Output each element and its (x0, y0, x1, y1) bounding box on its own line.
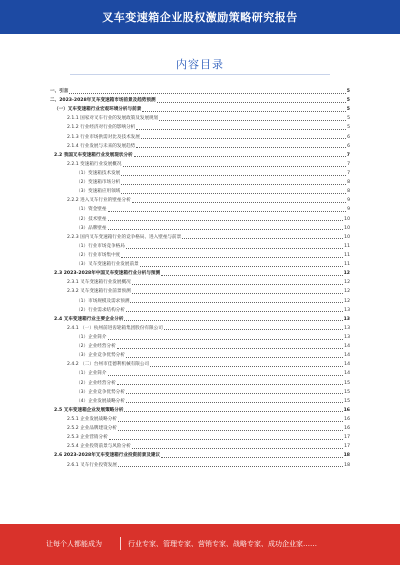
toc-entry-title: （3）变速箱应用领域 (76, 189, 121, 195)
toc-dot-leader (118, 430, 343, 431)
table-of-contents (50, 87, 350, 470)
footer-bar (0, 524, 400, 565)
toc-entry-page: 5 (347, 125, 350, 131)
toc-entry-title: （4）企业发展战略分析 (76, 398, 125, 404)
toc-entry-page: 17 (344, 444, 350, 450)
toc-dot-leader (124, 320, 342, 321)
toc-entry-page: 10 (344, 225, 350, 231)
toc-entry-page: 7 (346, 152, 350, 158)
toc-entry-page: 13 (343, 316, 350, 322)
toc-heading-rule (70, 74, 330, 75)
toc-entry-page: 18 (344, 462, 350, 468)
toc-dot-leader (117, 348, 343, 349)
toc-dot-leader (121, 257, 343, 258)
toc-entry[interactable] (50, 315, 350, 324)
toc-entry-title: 2.3.1 叉车变速箱行业发展概况 (67, 280, 131, 286)
toc-entry-page: 5 (346, 89, 350, 95)
toc-entry-page: 9 (347, 198, 350, 204)
toc-entry[interactable] (50, 215, 350, 224)
toc-entry[interactable] (50, 297, 350, 306)
toc-dot-leader (109, 439, 343, 440)
toc-entry-page: 15 (344, 380, 350, 386)
toc-entry[interactable] (50, 433, 350, 442)
toc-entry-title: （2）变速箱市场分析 (76, 180, 121, 186)
toc-dot-leader (126, 248, 343, 249)
toc-entry-page: 15 (344, 398, 350, 404)
toc-entry[interactable] (50, 306, 350, 315)
toc-dot-leader (121, 184, 346, 185)
toc-entry[interactable] (50, 260, 350, 269)
toc-entry-page: 12 (344, 280, 350, 286)
toc-entry-title: 2.1.1 国家对叉车行业的发展政策及发展规划 (67, 116, 159, 122)
toc-entry-page: 15 (344, 389, 350, 395)
toc-entry-title: 2.4.2 （二）台州市佳德利机械有限公司 (67, 362, 150, 368)
toc-dot-leader (118, 421, 343, 422)
toc-dot-leader (157, 102, 346, 103)
toc-entry-page: 17 (344, 435, 350, 441)
toc-entry[interactable] (50, 369, 350, 378)
toc-dot-leader (132, 284, 343, 285)
toc-entry-title: 2.6.1 叉车行业投资发展 (67, 462, 117, 468)
toc-entry[interactable] (50, 151, 350, 160)
toc-entry-page: 5 (346, 98, 350, 104)
toc-dot-leader (123, 166, 347, 167)
toc-dot-leader (136, 129, 346, 130)
toc-entry-title: （3）企业竞争优势分析 (76, 353, 125, 359)
toc-entry-title: （2）行业市场集中度 (76, 253, 121, 259)
toc-entry-page: 13 (344, 325, 350, 331)
toc-entry-page: 5 (346, 107, 350, 113)
toc-dot-leader (121, 193, 346, 194)
toc-heading: 内容目录 (176, 58, 224, 71)
toc-dot-leader (161, 457, 342, 458)
toc-entry[interactable] (50, 424, 350, 433)
toc-entry-title: （2）技术壁垒 (76, 216, 107, 222)
toc-entry-title: （一）叉车变速箱行业宏观环境分析与前景 (54, 107, 142, 113)
toc-entry-title: 2.5.1 企业发展战略分析 (67, 416, 117, 422)
toc-entry-title: 2.5.3 企业营销分析 (67, 435, 108, 441)
toc-entry-title: （1）企业简介 (76, 335, 107, 340)
toc-dot-leader (140, 266, 343, 267)
toc-dot-leader (161, 275, 342, 276)
toc-entry-title: （1）变速箱技术发展 (76, 171, 121, 177)
toc-entry-title: （2）企业经营分析 (76, 380, 116, 386)
toc-entry-title: 2.4 叉车变速箱行业主要企业分析 (54, 316, 124, 322)
toc-dot-leader (126, 311, 343, 312)
toc-entry[interactable] (50, 406, 350, 415)
toc-dot-leader (117, 384, 343, 385)
toc-entry[interactable] (50, 451, 350, 460)
toc-entry[interactable] (50, 233, 350, 242)
toc-entry-page: 8 (347, 189, 350, 195)
toc-entry[interactable] (50, 269, 350, 278)
toc-dot-leader (69, 93, 345, 94)
toc-entry[interactable] (50, 123, 350, 132)
toc-entry-page: 8 (347, 180, 350, 186)
toc-dot-leader (130, 302, 343, 303)
toc-entry-title: 2.2.3 国内叉车变速箱行业的竞争格局、进入壁垒与前景 (67, 234, 182, 240)
toc-dot-leader (126, 357, 343, 358)
toc-entry-page: 16 (344, 426, 350, 432)
toc-entry[interactable] (50, 351, 350, 360)
toc-entry[interactable] (50, 379, 350, 388)
toc-entry-page: 6 (347, 143, 350, 149)
toc-entry-page: 9 (347, 207, 350, 213)
toc-entry-page: 10 (344, 216, 350, 222)
toc-entry-page: 12 (344, 289, 350, 295)
toc-dot-leader (108, 339, 344, 340)
toc-dot-leader (142, 111, 346, 112)
toc-entry-title: 2.2.1 变速箱行业发展概况 (67, 161, 122, 167)
toc-dot-leader (150, 366, 343, 367)
toc-entry-title: 2.5.4 企业投资前景与风险分析 (67, 444, 131, 450)
toc-entry-title: 2.3.2 叉车变速箱行业前景预测 (67, 289, 131, 295)
toc-dot-leader (126, 393, 343, 394)
toc-entry-page: 14 (344, 344, 350, 350)
toc-entry[interactable] (50, 333, 350, 342)
toc-dot-leader (121, 175, 346, 176)
toc-entry-title: 2.1.3 行业市场供需对比及技术发展 (67, 134, 140, 140)
toc-dot-leader (159, 120, 346, 121)
toc-dot-leader (118, 466, 343, 467)
toc-dot-leader (164, 329, 343, 330)
toc-entry[interactable] (50, 178, 350, 187)
toc-entry[interactable] (50, 87, 350, 96)
toc-entry-page: 12 (343, 271, 350, 277)
toc-entry-page: 13 (344, 335, 350, 340)
toc-entry-page: 14 (344, 353, 350, 359)
toc-dot-leader (126, 402, 343, 403)
toc-dot-leader (108, 375, 344, 376)
toc-entry[interactable] (50, 133, 350, 142)
toc-entry-page: 18 (343, 453, 350, 459)
toc-dot-leader (132, 202, 346, 203)
toc-entry[interactable] (50, 397, 350, 406)
footer-slogan: 让每个人都能成为 (46, 540, 102, 548)
toc-dot-leader (108, 229, 344, 230)
report-header-bar (0, 0, 400, 34)
toc-dot-leader (132, 293, 343, 294)
toc-dot-leader (134, 156, 346, 157)
toc-dot-leader (124, 411, 342, 412)
toc-entry-title: 2.5.2 企业品牌建设分析 (67, 426, 117, 432)
footer-tagline: 行业专家、管理专家、营销专家、战略专家、成功企业家…… (128, 540, 317, 548)
toc-entry-page: 12 (344, 298, 350, 304)
toc-entry-page: 16 (343, 407, 350, 413)
toc-entry-page: 14 (344, 371, 350, 377)
toc-entry-title: 一、引言 (50, 89, 69, 95)
toc-entry-title: （1）资金壁垒 (76, 207, 107, 213)
toc-entry-title: 二、2023-2028年叉车变速箱市场前景及趋势预测 (50, 98, 156, 104)
footer-divider (120, 537, 121, 550)
toc-entry-title: （3）叉车变速箱行业发展前景 (76, 262, 139, 268)
toc-entry-title: 2.2.2 进入叉车行业的壁垒分析 (67, 198, 131, 204)
toc-dot-leader (108, 220, 344, 221)
toc-entry[interactable] (50, 114, 350, 123)
toc-entry[interactable] (50, 205, 350, 214)
toc-entry[interactable] (50, 187, 350, 196)
toc-entry-page: 7 (347, 171, 350, 177)
toc-entry-page: 14 (344, 362, 350, 368)
toc-entry[interactable] (50, 415, 350, 424)
toc-entry-page: 11 (344, 262, 350, 268)
toc-entry[interactable] (50, 96, 350, 105)
toc-dot-leader (136, 147, 346, 148)
toc-entry[interactable] (50, 196, 350, 205)
toc-entry-title: 2.3 2023-2028年中国叉车变速箱行业分析与预测 (54, 271, 161, 277)
toc-entry-page: 13 (344, 307, 350, 313)
toc-entry-page: 6 (347, 134, 350, 140)
toc-entry-title: （1）企业简介 (76, 371, 107, 377)
toc-entry[interactable] (50, 388, 350, 397)
toc-entry-page: 11 (344, 243, 350, 249)
toc-entry[interactable] (50, 442, 350, 451)
toc-entry-page: 16 (344, 416, 350, 422)
toc-entry-page: 7 (347, 161, 350, 167)
toc-entry[interactable] (50, 287, 350, 296)
toc-entry[interactable] (50, 460, 350, 469)
report-title: 叉车变速箱企业股权激励策略研究报告 (102, 11, 298, 24)
toc-entry[interactable] (50, 324, 350, 333)
toc-entry[interactable] (50, 278, 350, 287)
toc-entry[interactable] (50, 342, 350, 351)
toc-entry-title: （2）行业需求结构分析 (76, 307, 125, 313)
toc-dot-leader (141, 138, 346, 139)
toc-entry-page: 5 (347, 116, 350, 122)
toc-entry[interactable] (50, 105, 350, 114)
toc-dot-leader (182, 238, 343, 239)
toc-entry-page: 11 (344, 253, 350, 259)
toc-entry-title: （3）品牌壁垒 (76, 225, 107, 231)
toc-entry[interactable] (50, 360, 350, 369)
toc-entry-title: 2.4.1 （一）杭州前进齿轮箱集团股份有限公司 (67, 325, 163, 331)
toc-dot-leader (108, 211, 347, 212)
toc-entry-title: （3）企业竞争优势分析 (76, 389, 125, 395)
toc-dot-leader (132, 448, 343, 449)
toc-entry-title: （2）企业经营分析 (76, 344, 116, 350)
toc-entry[interactable] (50, 242, 350, 251)
toc-entry-title: 2.2 我国叉车变速箱行业发展现状分析 (54, 152, 133, 158)
toc-entry[interactable] (50, 142, 350, 151)
toc-entry[interactable] (50, 224, 350, 233)
toc-entry-title: 2.6 2023-2028年叉车变速箱行业投资前景及建议 (54, 453, 161, 459)
toc-entry[interactable] (50, 160, 350, 169)
toc-entry[interactable] (50, 251, 350, 260)
toc-entry-title: 2.1.4 行业发展与未来的发展趋势 (67, 143, 136, 149)
toc-entry-page: 10 (344, 234, 350, 240)
toc-entry-title: 2.5 叉车变速箱企业发展策略分析 (54, 407, 124, 413)
toc-entry-title: 2.1.2 行业经济对行业的影响分析 (67, 125, 136, 131)
toc-entry-title: （1）行业市场竞争格局 (76, 243, 125, 249)
toc-entry[interactable] (50, 169, 350, 178)
toc-entry-title: （1）市场规模及需求预测 (76, 298, 130, 304)
